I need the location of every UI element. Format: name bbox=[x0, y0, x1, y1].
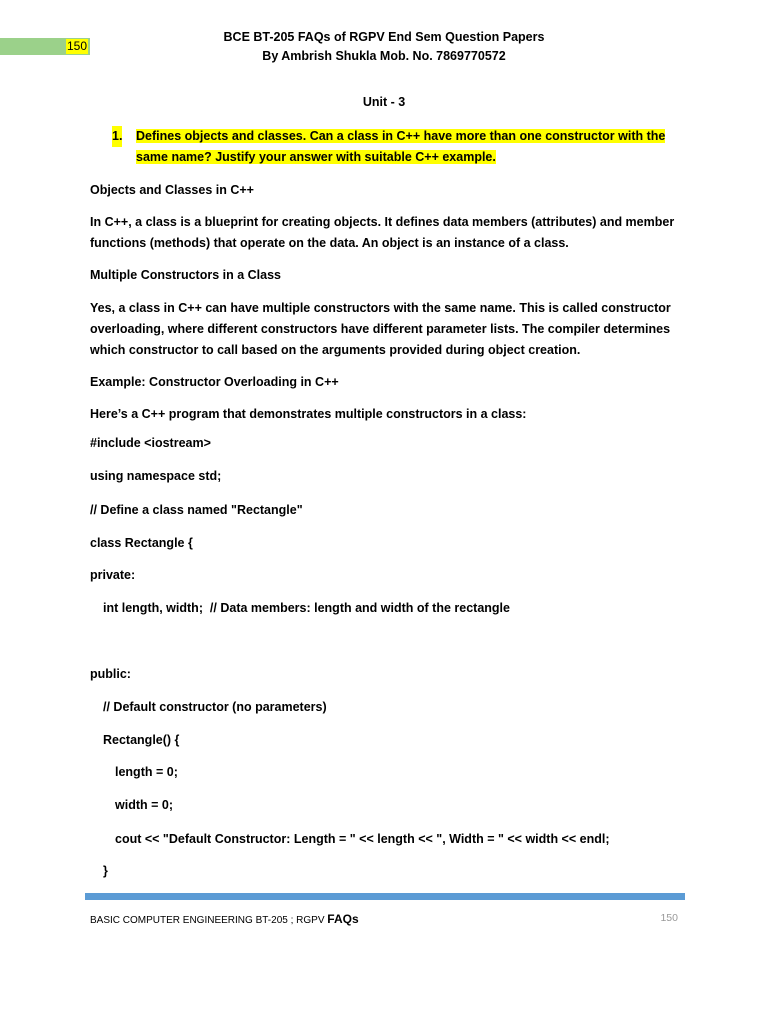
heading-example: Example: Constructor Overloading in C++ bbox=[90, 375, 339, 389]
code-line: #include <iostream> bbox=[90, 436, 211, 450]
code-line: class Rectangle { bbox=[90, 536, 193, 550]
code-line: using namespace std; bbox=[90, 469, 222, 483]
code-line: // Define a class named "Rectangle" bbox=[90, 503, 303, 517]
paragraph-objects-classes: In C++, a class is a blueprint for creating objects. It defines data members (attributes) and member functions (methods) that operate on the data. An object is an instance of a class. bbox=[90, 215, 675, 250]
footer-rule bbox=[85, 893, 685, 900]
footer-page-number: 150 bbox=[660, 912, 678, 924]
unit-title: Unit - 3 bbox=[362, 95, 406, 109]
footer-label bbox=[90, 912, 359, 926]
code-line: length = 0; bbox=[115, 765, 178, 779]
code-line: cout << "Default Constructor: Length = " << length << ", Width = " << width << endl; bbox=[115, 832, 610, 846]
code-line: // Default constructor (no parameters) bbox=[103, 700, 327, 714]
paragraph-example-intro: Here’s a C++ program that demonstrates multiple constructors in a class: bbox=[90, 407, 527, 421]
page-number-badge: 150 bbox=[66, 39, 87, 53]
header-title: BCE BT-205 FAQs of RGPV End Sem Question Papers bbox=[223, 30, 545, 44]
heading-objects-classes: Objects and Classes in C++ bbox=[90, 183, 254, 197]
question-text: Defines objects and classes. Can a class in C++ have more than one constructor with the same name? Justify your answer with suitable C++ example. bbox=[136, 129, 666, 164]
code-line: private: bbox=[90, 568, 136, 582]
paragraph-multiple-constructors: Yes, a class in C++ can have multiple constructors with the same name. This is called constructor overloading, where different constructors have different parameter lists. The compiler determines which constructor to call based on the arguments provided during object creation. bbox=[90, 301, 671, 357]
footer-text: BASIC COMPUTER ENGINEERING BT-205 ; RGPV bbox=[90, 915, 328, 926]
question-item bbox=[112, 126, 682, 168]
heading-multiple-constructors: Multiple Constructors in a Class bbox=[90, 268, 282, 282]
code-line: int length, width; // Data members: length and width of the rectangle bbox=[103, 601, 510, 615]
code-line: Rectangle() { bbox=[103, 733, 180, 747]
question-number: 1. bbox=[112, 126, 122, 147]
code-line: public: bbox=[90, 667, 131, 681]
code-line: width = 0; bbox=[115, 798, 173, 812]
header-author: By Ambrish Shukla Mob. No. 7869770572 bbox=[262, 49, 506, 63]
code-line: } bbox=[103, 864, 108, 878]
footer-faqs: FAQs bbox=[327, 912, 359, 926]
